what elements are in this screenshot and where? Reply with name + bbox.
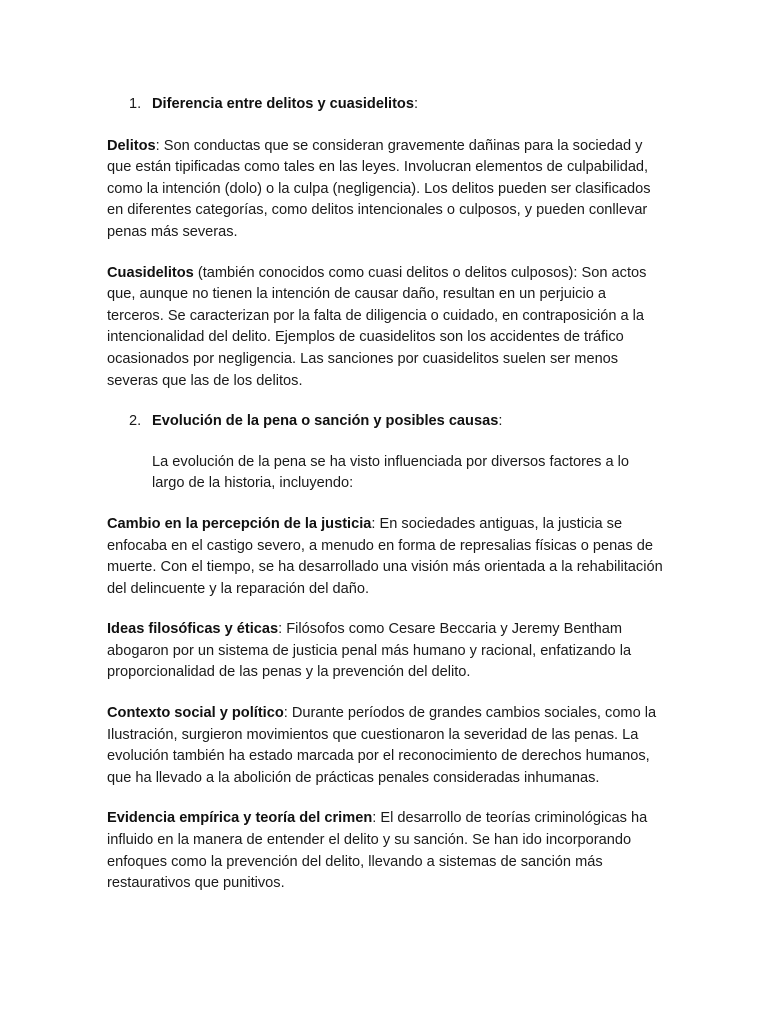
text-factor-contexto: : Durante períodos de grandes cambios sociales, como la Ilustración, surgieron movimientos que cuestionaron la severidad de las penas. La evolución también ha estado marcada por el reconocimiento de derechos humanos, que ha llevado a la abolición de prácticas penales consideradas inhumanas. — [107, 705, 657, 786]
section-2-intro: La evolución de la pena se ha visto influenciada por diversos factores a lo largo de la historia, incluyendo: — [152, 453, 630, 492]
text-factor-justicia: : En sociedades antiguas, la justicia se enfocaba en el castigo severo, a menudo en forma de represalias físicas o penas de muerte. Con el tiempo, se ha desarrollado una visión más orientada a la rehabilitación del delincuente y la reparación del daño. — [107, 515, 663, 597]
section-1-suffix: : — [413, 96, 419, 112]
paragraph-cuasidelitos — [107, 263, 663, 393]
paragraph-factor-justicia — [107, 514, 663, 600]
section-1-heading — [107, 94, 663, 116]
text-factor-evidencia: : El desarrollo de teorías criminológicas ha influido en la manera de entender el delito y su sanción. Se han ido incorporando enfoques como la prevención del delito, llevando a sistemas de sanción más restaurativos que punitivos. — [107, 810, 648, 892]
section-2-heading — [107, 411, 663, 433]
term-cuasidelitos: Cuasidelitos — [107, 264, 194, 281]
term-factor-justicia: Cambio en la percepción de la justicia — [107, 515, 372, 532]
text-cuasidelitos: (también conocidos como cuasi delitos o delitos culposos): Son actos que, aunque no tienen la intención de causar daño, resultan en un perjuicio a terceros. Se caracterizan por la falta de diligencia o cuidado, en contraposición a la intencionalidad del delito. Ejemplos de cuasidelitos son los accidentes de tráfico ocasionados por negligencia. Las sanciones por cuasidelitos suelen ser menos severas que las de los delitos. — [107, 264, 647, 389]
term-factor-evidencia: Evidencia empírica y teoría del crimen — [107, 810, 373, 827]
term-factor-filosoficas: Ideas filosóficas y éticas — [107, 621, 279, 638]
section-1-number: 1. — [129, 96, 142, 112]
paragraph-factor-filosoficas — [107, 619, 663, 684]
document-page — [107, 94, 663, 895]
text-factor-filosoficas: : Filósofos como Cesare Beccaria y Jeremy Bentham abogaron por un sistema de justicia penal más humano y racional, enfatizando la proporcionalidad de las penas y la prevención del delito. — [107, 621, 632, 681]
text-delitos: : Son conductas que se consideran gravemente dañinas para la sociedad y que están tipificadas como tales en las leyes. Involucran elementos de culpabilidad, como la intención (dolo) o la culpa (negligencia). Los delitos pueden ser clasificados en diferentes categorías, como delitos intencionales o culposos, y pueden conllevar penas más severas. — [107, 137, 651, 240]
paragraph-factor-evidencia — [107, 808, 663, 894]
section-2-suffix: : — [498, 413, 503, 430]
section-2-number: 2. — [129, 413, 142, 430]
section-1-title: Diferencia entre delitos y cuasidelitos — [152, 96, 414, 112]
term-delitos: Delitos — [107, 137, 156, 154]
section-2-title: Evolución de la pena o sanción y posibles causas — [152, 413, 499, 430]
paragraph-factor-contexto — [107, 703, 663, 789]
term-factor-contexto: Contexto social y político — [107, 705, 284, 722]
paragraph-delitos — [107, 136, 663, 244]
